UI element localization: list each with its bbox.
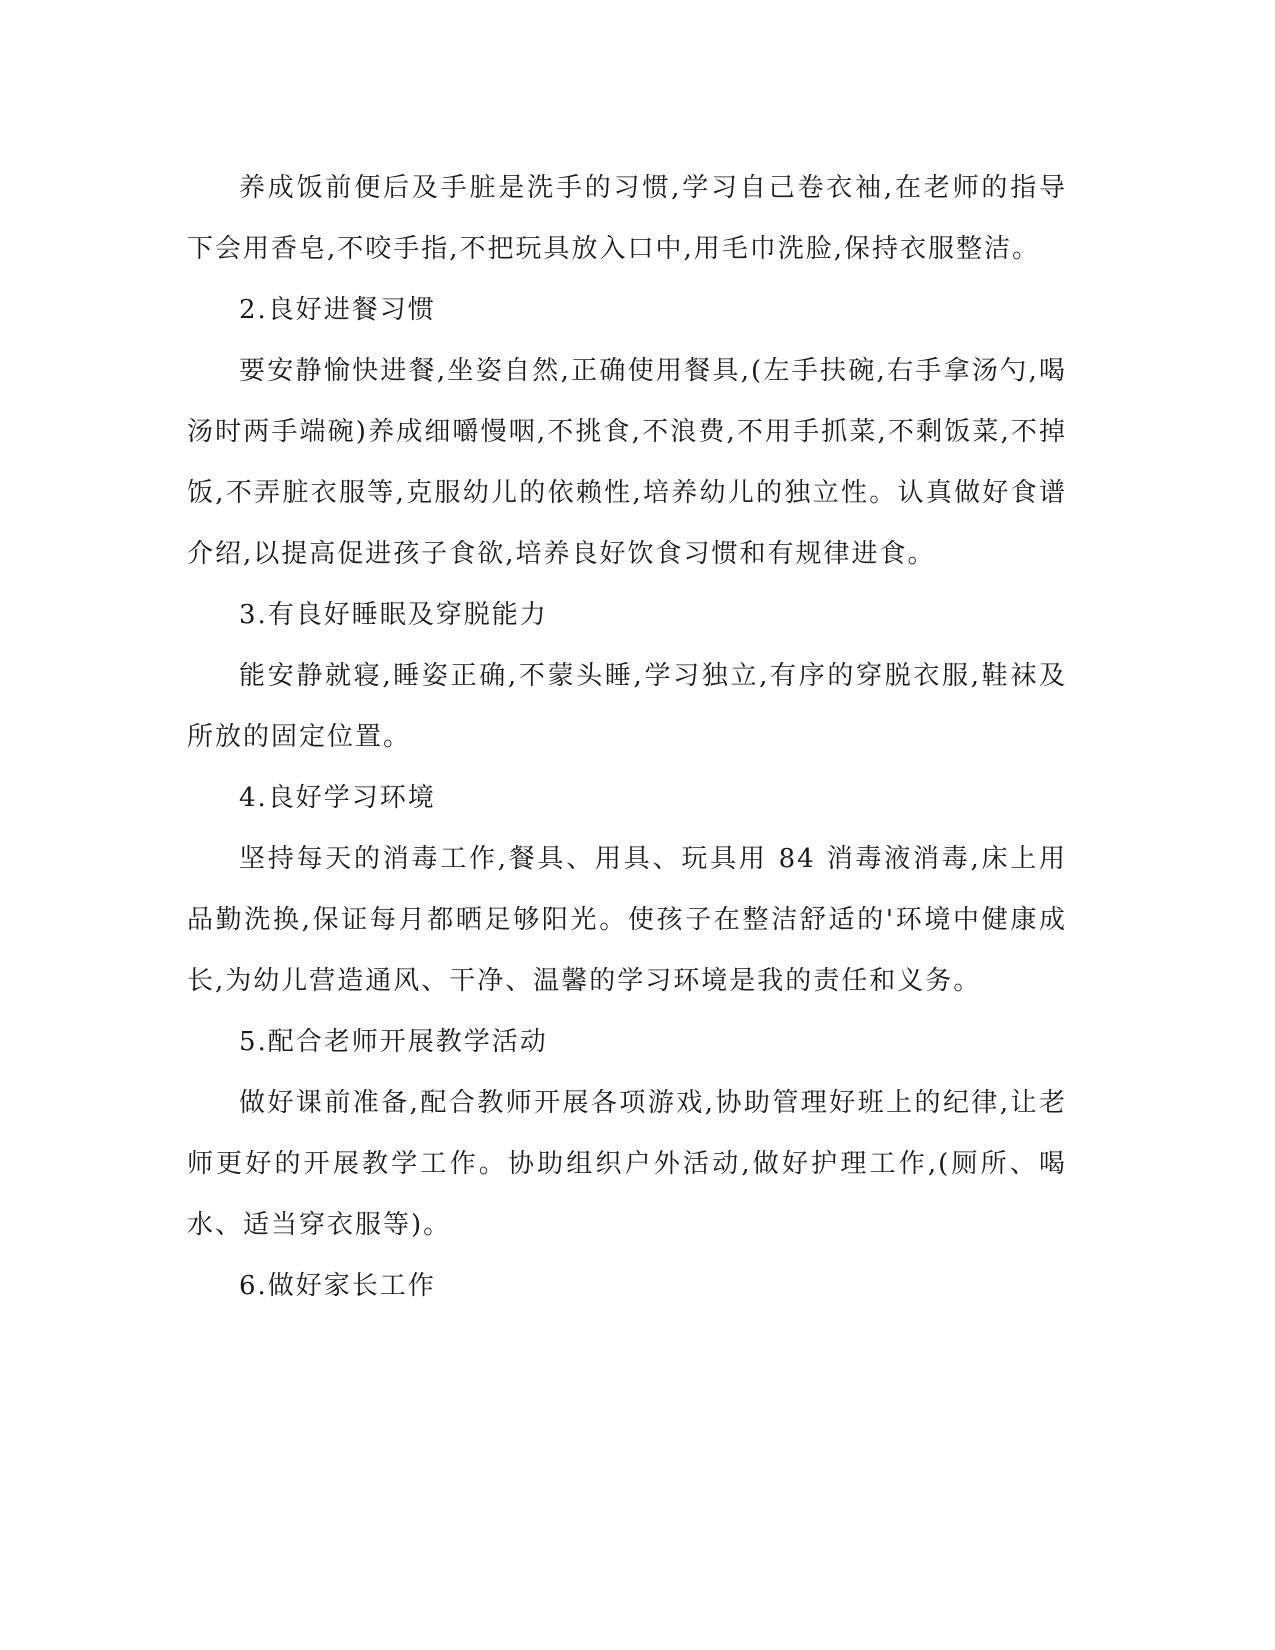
- section-heading-dining: 2.良好进餐习惯: [239, 295, 436, 325]
- section-heading-parents: 6.做好家长工作: [239, 1271, 436, 1301]
- paragraph-environment: 坚持每天的消毒工作,餐具、用具、玩具用 84 消毒液消毒,床上用品勤洗换,保证每月都晒足够阳光。使孩子在整洁舒适的'环境中健康成长,为幼儿营造通风、干净、温馨的学习环境是我的责任和义务。: [187, 844, 1067, 996]
- section-heading-environment: 4.良好学习环境: [239, 783, 436, 813]
- section-heading-sleep: 3.有良好睡眠及穿脱能力: [239, 600, 548, 630]
- section-heading-teaching: 5.配合老师开展教学活动: [239, 1027, 548, 1057]
- paragraph-hygiene: 养成饭前便后及手脏是洗手的习惯,学习自己卷衣袖,在老师的指导下会用香皂,不咬手指,不把玩具放入口中,用毛巾洗脸,保持衣服整洁。: [187, 173, 1067, 264]
- paragraph-sleep: 能安静就寝,睡姿正确,不蒙头睡,学习独立,有序的穿脱衣服,鞋袜及所放的固定位置。: [187, 661, 1067, 752]
- document-body: [187, 158, 1067, 1317]
- paragraph-teaching: 做好课前准备,配合教师开展各项游戏,协助管理好班上的纪律,让老师更好的开展教学工作。协助组织户外活动,做好护理工作,(厕所、喝水、适当穿衣服等)。: [187, 1088, 1067, 1240]
- paragraph-dining: 要安静愉快进餐,坐姿自然,正确使用餐具,(左手扶碗,右手拿汤勺,喝汤时两手端碗)养成细嚼慢咽,不挑食,不浪费,不用手抓菜,不剩饭菜,不掉饭,不弄脏衣服等,克服幼儿的依赖性,培养幼儿的独立性。认真做好食谱介绍,以提高促进孩子食欲,培养良好饮食习惯和有规律进食。: [187, 356, 1067, 569]
